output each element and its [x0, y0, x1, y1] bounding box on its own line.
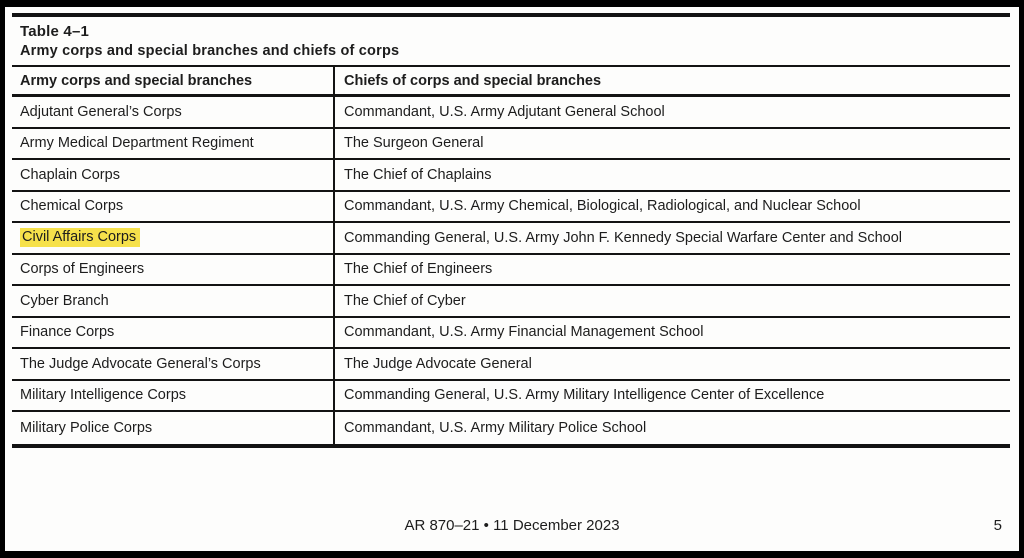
table-row-highlighted: [12, 223, 1010, 255]
document-page: [5, 7, 1019, 551]
table-row: [12, 97, 1010, 129]
chief-cell: [335, 160, 1010, 190]
table-row: [12, 412, 1010, 444]
branch-cell: [12, 286, 335, 316]
table-row: [12, 129, 1010, 161]
branch-label: Military Police Corps: [20, 419, 153, 436]
table-caption: Army corps and special branches and chiefs of corps: [20, 43, 400, 59]
chief-cell: [335, 412, 1010, 444]
table-header-row: [12, 67, 1010, 97]
page-footer: [5, 517, 1019, 536]
chief-cell: [335, 192, 1010, 222]
branch-cell: [12, 255, 335, 285]
branch-cell: [12, 192, 335, 222]
branch-label-highlighted: Civil Affairs Corps: [20, 228, 140, 247]
chief-label: The Surgeon General: [344, 135, 484, 152]
chief-cell: [335, 129, 1010, 159]
table-row: [12, 381, 1010, 413]
table-row: [12, 349, 1010, 381]
chief-label: Commanding General, U.S. Army John F. Kennedy Special Warfare Center and School: [344, 229, 902, 246]
chief-cell: [335, 286, 1010, 316]
chief-label: The Chief of Engineers: [344, 261, 493, 278]
chief-label: Commandant, U.S. Army Financial Management School: [344, 324, 704, 341]
table-row: [12, 318, 1010, 350]
chief-label: Commanding General, U.S. Army Military Intelligence Center of Excellence: [344, 387, 825, 404]
column-header-chiefs: Chiefs of corps and special branches: [344, 72, 602, 89]
page-number: 5: [993, 517, 1002, 534]
branch-cell: [12, 349, 335, 379]
document-reference: AR 870–21 • 11 December 2023: [404, 517, 620, 534]
chief-label: The Chief of Cyber: [344, 292, 466, 309]
chief-cell: [335, 381, 1010, 411]
branch-label: Chemical Corps: [20, 198, 124, 215]
column-header-branches: Army corps and special branches: [12, 67, 335, 94]
branch-cell: [12, 412, 335, 444]
branch-cell: [12, 381, 335, 411]
branch-label: Military Intelligence Corps: [20, 387, 187, 404]
branch-label: Adjutant General’s Corps: [20, 103, 182, 120]
chief-label: Commandant, U.S. Army Military Police School: [344, 419, 647, 436]
table-4-1: [12, 13, 1010, 448]
branch-cell: [12, 129, 335, 159]
table-row: [12, 255, 1010, 287]
branch-label: Cyber Branch: [20, 292, 109, 309]
branch-label: Chaplain Corps: [20, 166, 120, 183]
table-row: [12, 286, 1010, 318]
branch-label: Corps of Engineers: [20, 261, 145, 278]
table-row: [12, 192, 1010, 224]
chief-cell: [335, 255, 1010, 285]
branch-cell: [12, 97, 335, 127]
branch-label: The Judge Advocate General’s Corps: [20, 355, 261, 372]
chief-label: Commandant, U.S. Army Adjutant General School: [344, 103, 665, 120]
branch-label: Army Medical Department Regiment: [20, 135, 254, 152]
chief-label: The Chief of Chaplains: [344, 166, 492, 183]
table-title-block: [12, 17, 1010, 67]
table-row: [12, 160, 1010, 192]
chief-label: The Judge Advocate General: [344, 355, 532, 372]
branch-cell: [12, 160, 335, 190]
chief-cell: [335, 223, 1010, 253]
branch-cell: [12, 223, 335, 253]
chief-cell: [335, 97, 1010, 127]
branch-label: Finance Corps: [20, 324, 115, 341]
chief-label: Commandant, U.S. Army Chemical, Biological, Radiological, and Nuclear School: [344, 198, 861, 215]
table-number: Table 4–1: [20, 23, 90, 40]
branch-cell: [12, 318, 335, 348]
chief-cell: [335, 349, 1010, 379]
chief-cell: [335, 318, 1010, 348]
